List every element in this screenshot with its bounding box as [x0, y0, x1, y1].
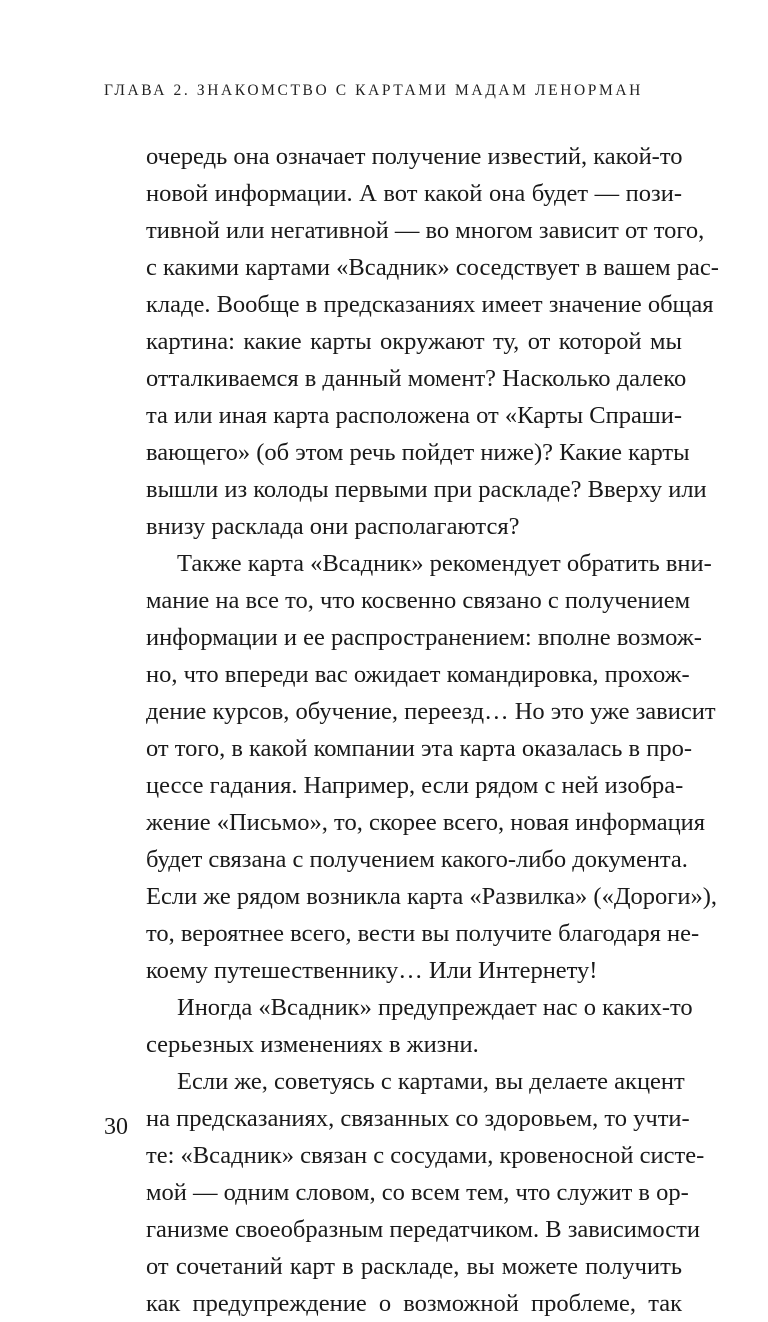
- text-line: тивной или негативной — во многом зависит от того,: [146, 217, 705, 244]
- paragraph-first-line: Иногда «Всадник» предупреждает нас о каких-то: [177, 994, 693, 1021]
- body-text: [146, 138, 719, 1322]
- text-line: коему путешественнику… Или Интернету!: [146, 957, 598, 984]
- text-line: цессе гадания. Например, если рядом с ней изобра-: [146, 772, 684, 799]
- text-line: информации и ее распространением: вполне возмож-: [146, 624, 702, 651]
- text-line: кладе. Вообще в предсказаниях имеет значение общая: [146, 291, 714, 318]
- text-line: с какими картами «Всадник» соседствует в вашем рас-: [146, 254, 719, 281]
- text-line: очередь она означает получение известий, какой-то: [146, 143, 683, 170]
- text-line: новой информации. А вот какой она будет — пози-: [146, 180, 682, 207]
- paragraph-first-line: Также карта «Всадник» рекомендует обратить вни-: [177, 550, 712, 577]
- paragraph-first-line: Если же, советуясь с картами, вы делаете акцент: [177, 1068, 685, 1095]
- text-line: дение курсов, обучение, переезд… Но это уже зависит: [146, 698, 716, 725]
- text-line: как предупреждение о возможной проблеме, так: [146, 1290, 682, 1317]
- text-line: от сочетаний карт в раскладе, вы можете получить: [146, 1253, 682, 1280]
- text-line: ганизме своеобразным передатчиком. В зависимости: [146, 1216, 700, 1243]
- text-line: жение «Письмо», то, скорее всего, новая информация: [146, 809, 706, 836]
- page-number: 30: [104, 1114, 128, 1140]
- text-line: вающего» (об этом речь пойдет ниже)? Какие карты: [146, 439, 690, 466]
- text-line: мой — одним словом, со всем тем, что служит в ор-: [146, 1179, 689, 1206]
- text-line: мание на все то, что косвенно связано с получением: [146, 587, 691, 614]
- text-line: от того, в какой компании эта карта оказалась в про-: [146, 735, 692, 762]
- text-line: внизу расклада они располагаются?: [146, 513, 520, 540]
- text-line: та или иная карта расположена от «Карты Спраши-: [146, 402, 682, 429]
- text-line: Если же рядом возникла карта «Развилка» («Дороги»),: [146, 883, 718, 910]
- running-head: ГЛАВА 2. ЗНАКОМСТВО С КАРТАМИ МАДАМ ЛЕНОРМАН: [104, 82, 643, 99]
- text-line: картина: какие карты окружают ту, от которой мы: [146, 328, 682, 355]
- text-line: будет связана с получением какого-либо документа.: [146, 846, 688, 873]
- text-line: серьезных изменениях в жизни.: [146, 1031, 479, 1058]
- text-line: на предсказаниях, связанных со здоровьем, то учти-: [146, 1105, 690, 1132]
- text-line: вышли из колоды первыми при раскладе? Вверху или: [146, 476, 707, 503]
- text-line: отталкиваемся в данный момент? Насколько далеко: [146, 365, 687, 392]
- text-line: те: «Всадник» связан с сосудами, кровеносной систе-: [146, 1142, 705, 1169]
- text-line: то, вероятнее всего, вести вы получите благодаря не-: [146, 920, 700, 947]
- text-line: но, что впереди вас ожидает командировка, прохож-: [146, 661, 690, 688]
